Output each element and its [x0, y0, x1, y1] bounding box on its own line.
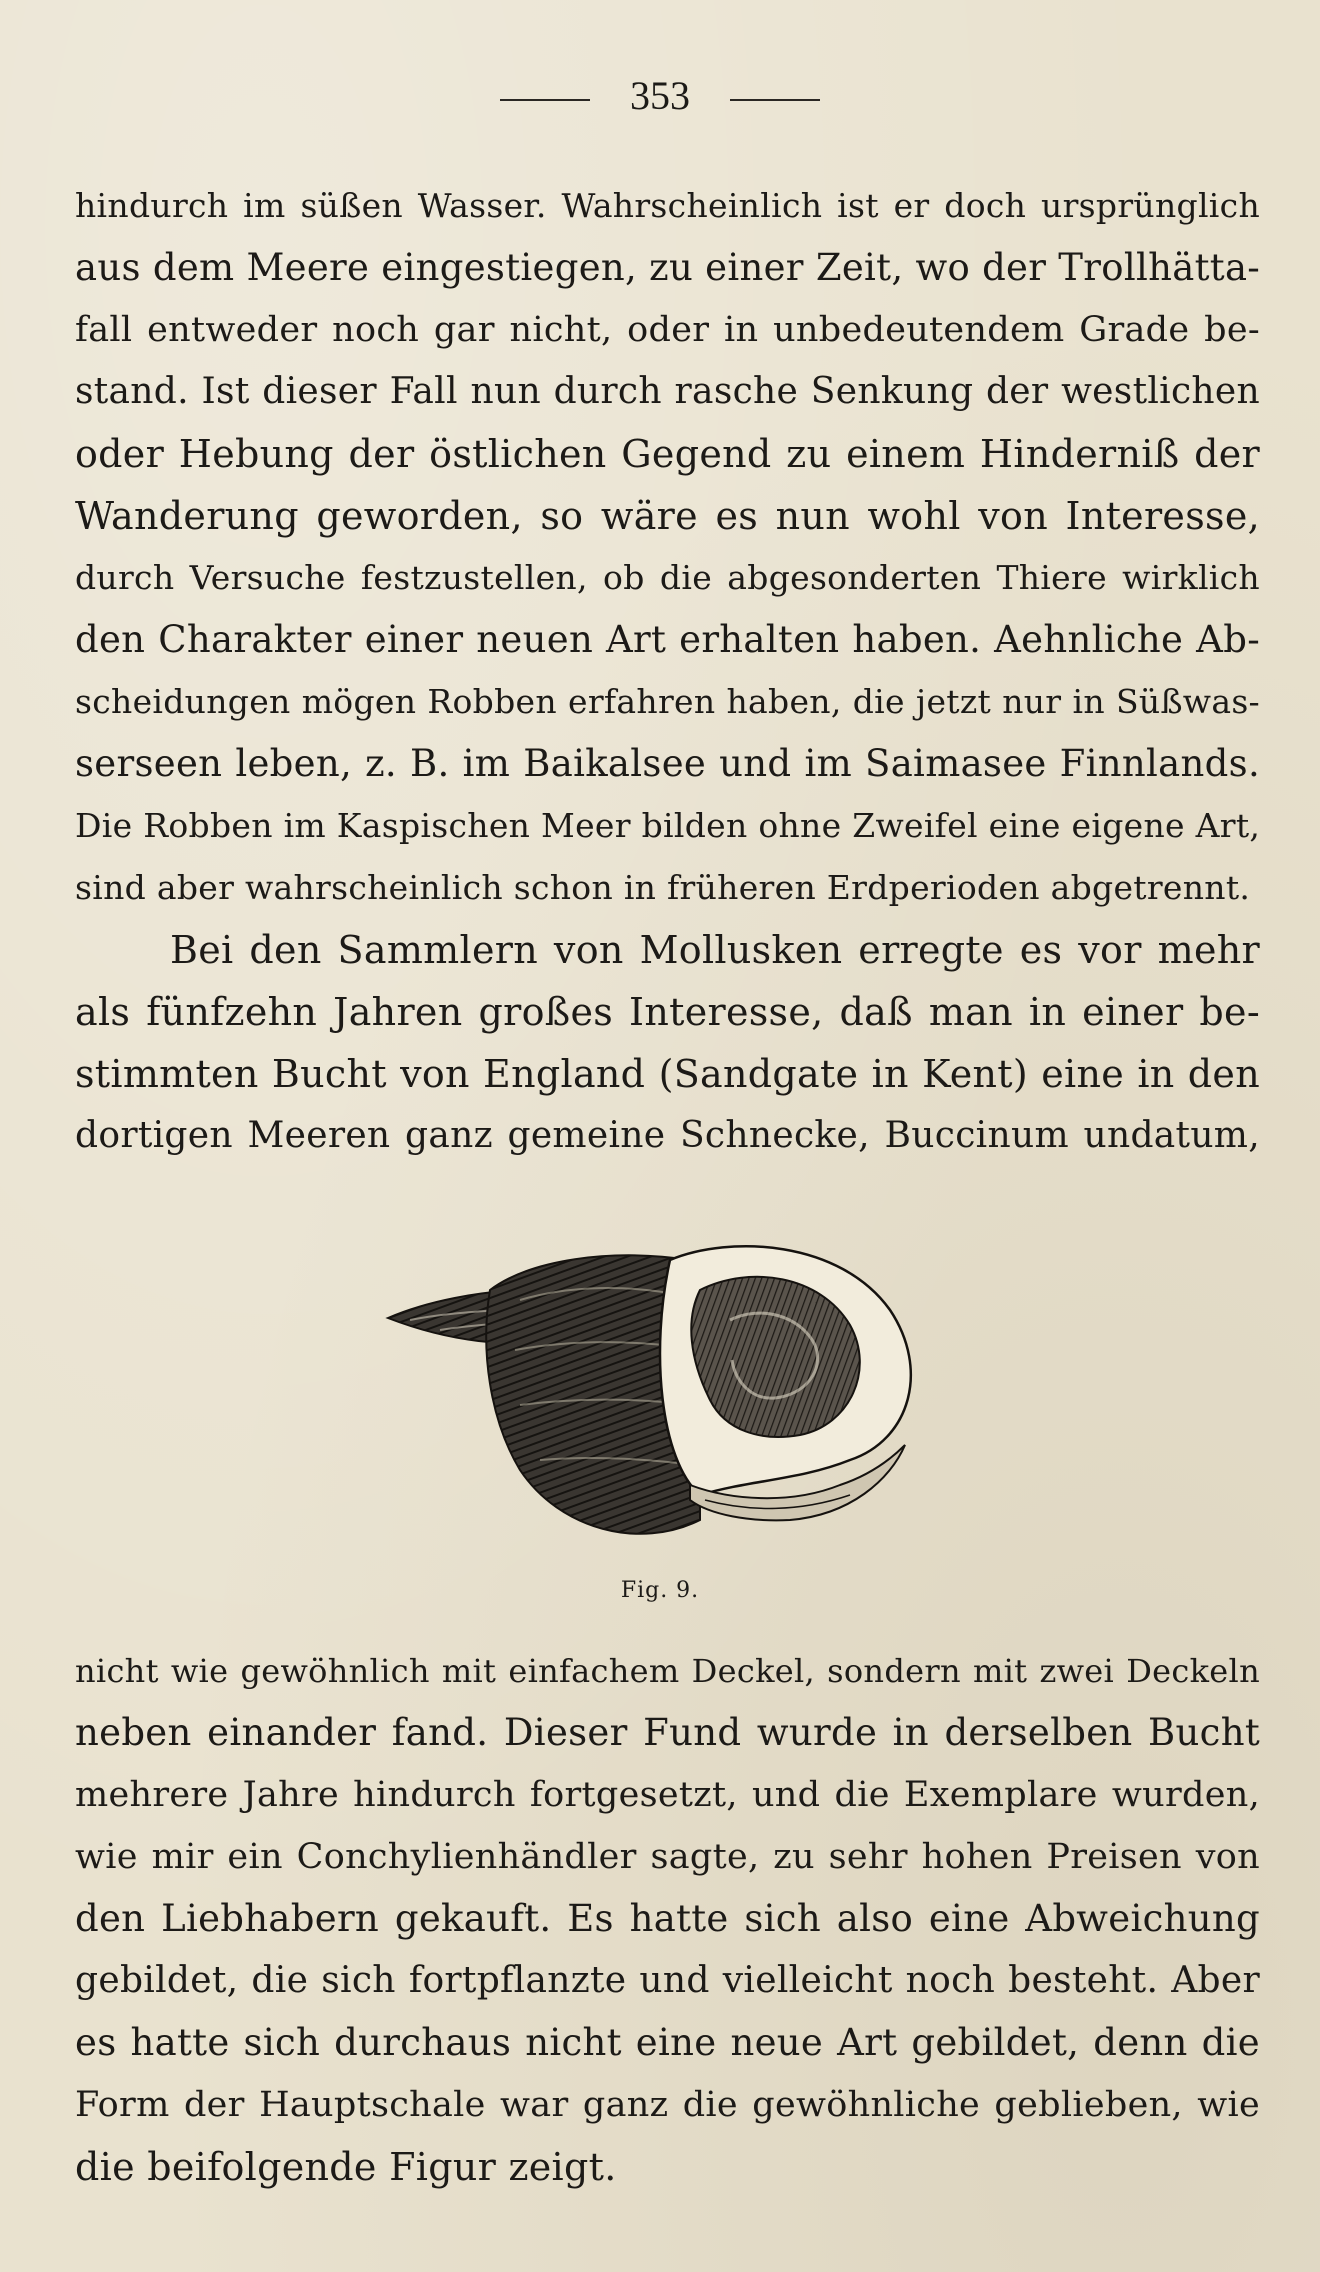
text-line: als fünfzehn Jahren großes Interesse, daß man in einer be- [75, 990, 1260, 1034]
paragraph-1 [75, 175, 1260, 919]
text-line: dortigen Meeren ganz gemeine Schnecke, Buccinum undatum, [75, 1115, 1260, 1156]
header-rule-left [500, 99, 590, 101]
text-line: Wanderung geworden, so wäre es nun wohl von Interesse, [75, 494, 1260, 538]
text-line: Form der Hauptschale war ganz die gewöhnliche geblieben, wie [75, 2085, 1260, 2125]
text-line: es hatte sich durchaus nicht eine neue Art gebildet, denn die [75, 2021, 1260, 2064]
text-line: Die Robben im Kaspischen Meer bilden ohne Zweifel eine eigene Art, [75, 806, 1260, 845]
text-block-top [75, 175, 1260, 1167]
shell-illustration-icon [370, 1230, 930, 1560]
paragraph-2 [75, 919, 1260, 1167]
text-line: fall entweder noch gar nicht, oder in unbedeutendem Grade be- [75, 310, 1260, 350]
page-header [0, 70, 1320, 122]
text-line: sind aber wahrscheinlich schon in früheren Erdperioden abgetrennt. [75, 868, 1251, 907]
text-line: die beifolgende Figur zeigt. [75, 2145, 617, 2189]
text-line: hindurch im süßen Wasser. Wahrscheinlich ist er doch ursprünglich [75, 186, 1260, 225]
text-line: aus dem Meere eingestiegen, zu einer Zeit, wo der Trollhätta- [75, 246, 1260, 289]
figure-caption: Fig. 9. [620, 1578, 700, 1603]
text-line: nicht wie gewöhnlich mit einfachem Deckel, sondern mit zwei Deckeln [75, 1652, 1260, 1690]
text-line: serseen leben, z. B. im Baikalsee und im Saimasee Finnlands. [75, 742, 1260, 785]
text-line: scheidungen mögen Robben erfahren haben, die jetzt nur in Süßwas- [75, 682, 1260, 721]
text-line: Bei den Sammlern von Mollusken erregte es vor mehr [170, 928, 1260, 972]
text-line: den Liebhabern gekauft. Es hatte sich also eine Abweichung [75, 1897, 1260, 1940]
text-line: neben einander fand. Dieser Fund wurde in derselben Bucht [75, 1711, 1260, 1754]
page-number: 353 [630, 73, 690, 118]
text-line: mehrere Jahre hindurch fortgesetzt, und die Exemplare wurden, [75, 1775, 1260, 1815]
text-line: stand. Ist dieser Fall nun durch rasche Senkung der westlichen [75, 371, 1260, 412]
paragraph-3 [75, 1640, 1260, 2198]
text-line: durch Versuche festzustellen, ob die abgesonderten Thiere wirklich [75, 558, 1260, 597]
text-line: gebildet, die sich fortpflanzte und vielleicht noch besteht. Aber [75, 1960, 1260, 2001]
text-line: den Charakter einer neuen Art erhalten haben. Aehnliche Ab- [75, 618, 1260, 661]
text-block-bottom [75, 1640, 1260, 2198]
text-line: stimmten Bucht von England (Sandgate in Kent) eine in den [75, 1052, 1260, 1096]
header-rule-right [730, 99, 820, 101]
text-line: oder Hebung der östlichen Gegend zu einem Hinderniß der [75, 432, 1260, 476]
text-line: wie mir ein Conchylienhändler sagte, zu sehr hohen Preisen von [75, 1837, 1260, 1877]
